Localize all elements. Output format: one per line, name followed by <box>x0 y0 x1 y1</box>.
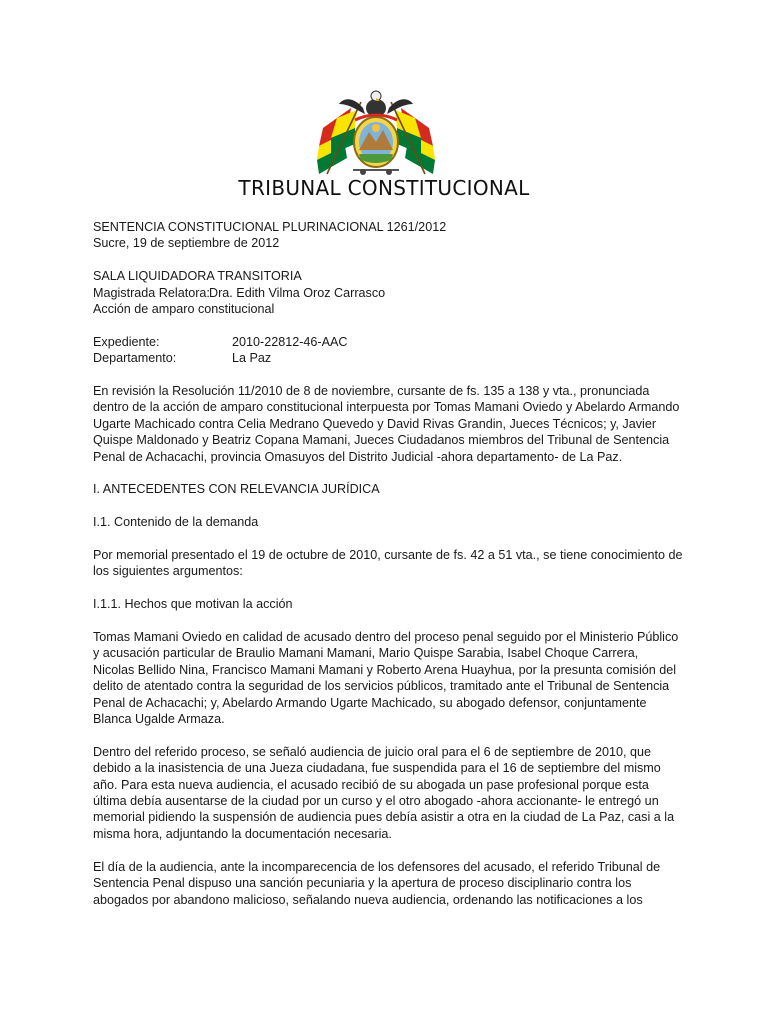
section-heading-demanda: I.1. Contenido de la demanda <box>93 515 259 530</box>
departamento-label: Departamento: <box>93 351 177 366</box>
section-heading-antecedentes: I. ANTECEDENTES CON RELEVANCIA JURÍDICA <box>93 482 380 497</box>
audiencia-paragraph: El día de la audiencia, ante la incomparecencia de los defensores del acusado, el referido Tribunal de Sentencia Penal dispuso una sanción pecuniaria y la apertura de proceso disciplinario contra los abogados por abandono malicioso, señalando nueva audiencia, ordenando las notificaciones a los <box>93 859 661 907</box>
magistrada-label: Magistrada Relatora: <box>93 285 210 300</box>
court-title: TRIBUNAL CONSTITUCIONAL <box>238 176 530 200</box>
proceso-paragraph: Dentro del referido proceso, se señaló audiencia de juicio oral para el 6 de septiembre de 2010, que debido a la inasistencia de una Jueza ciudadana, fue suspendida para el 16 de septiembre del mismo año. Para esta nueva audiencia, el acusado recibió de su abogada un pase profesional porque esta última debía ausentarse de la ciudad por un curso y el otro abogado -ahora accionante- le entregó un memorial pidiendo la suspensión de audiencia pues debía asistir a otra en la ciudad de La Paz, casi a la misma hora, adjuntando la documentación necesaria. <box>93 744 675 841</box>
magistrada-row <box>93 285 683 301</box>
sentencia-number: SENTENCIA CONSTITUCIONAL PLURINACIONAL 1261/2012 <box>93 220 447 234</box>
revision-paragraph: En revisión la Resolución 11/2010 de 8 de noviembre, cursante de fs. 135 a 138 y vta., pronunciada dentro de la acción de amparo constitucional interpuesta por Tomas Mamani Oviedo y Abelardo Armando Ugarte Machicado contra Celia Medrano Quevedo y David Rivas Grandin, Jueces Técnicos; y, Javier Quispe Maldonado y Beatriz Copana Mamani, Jueces Ciudadanos miembros del Tribunal de Sentencia Penal de Achacachi, provincia Omasuyos del Distrito Judicial -ahora departamento- de La Paz. <box>93 384 680 464</box>
memorial-paragraph: Por memorial presentado el 19 de octubre de 2010, cursante de fs. 42 a 51 vta., se tiene conocimiento de los siguientes argumentos: <box>93 548 683 579</box>
expediente-label: Expediente: <box>93 334 160 349</box>
departamento-row <box>93 350 683 366</box>
departamento-value: La Paz <box>232 351 272 366</box>
accion-type: Acción de amparo constitucional <box>93 302 275 317</box>
hechos-paragraph: Tomas Mamani Oviedo en calidad de acusado dentro del proceso penal seguido por el Ministerio Público y acusación particular de Braulio Mamani Mamani, Mario Quispe Sarabia, Isabel Choque Carrera, Nicolas Bellido Nina, Francisco Mamani Mamani y Roberto Arena Huayhua, por la presunta comisión del delito de atentado contra la seguridad de los servicios públicos, tramitado ante el Tribunal de Sentencia Penal de Achacachi; y, Abelardo Armando Ugarte Machicado, su abogado defensor, conjuntamente Blanca Ugalde Armaza. <box>93 630 679 727</box>
expediente-row <box>93 334 683 350</box>
bolivia-coat-of-arms-icon <box>313 88 439 182</box>
section-heading-hechos: I.1.1. Hechos que motivan la acción <box>93 597 293 612</box>
sala-name: SALA LIQUIDADORA TRANSITORIA <box>93 269 302 284</box>
document-body <box>93 219 683 908</box>
place-date: Sucre, 19 de septiembre de 2012 <box>93 236 280 251</box>
expediente-value: 2010-22812-46-AAC <box>232 334 348 349</box>
magistrada-value: Dra. Edith Vilma Oroz Carrasco <box>209 285 386 300</box>
